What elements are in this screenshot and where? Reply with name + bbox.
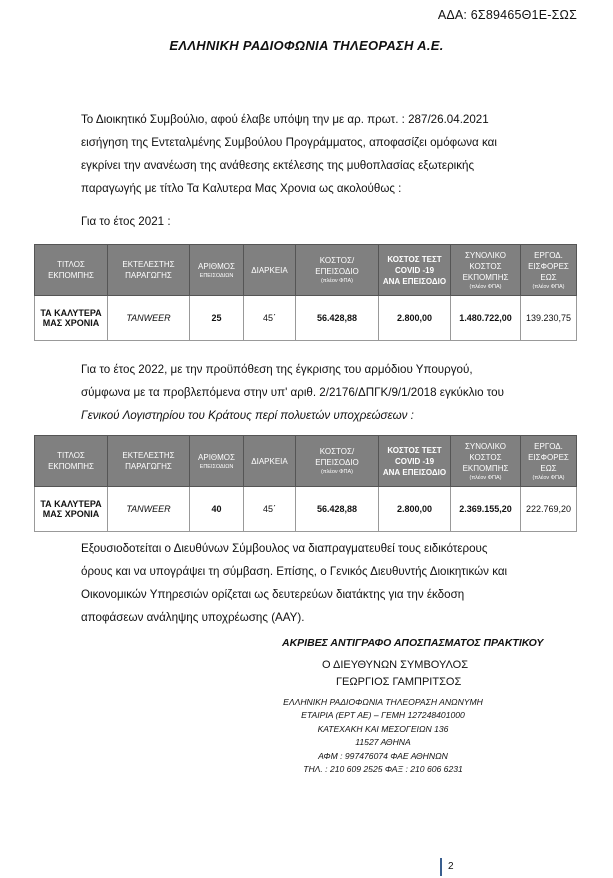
cell-contrib: 222.769,20: [521, 487, 577, 532]
cell-title: ΤΑ ΚΑΛΥΤΕΡΑ ΜΑΣ ΧΡΟΝΙΑ: [35, 487, 108, 532]
cell-total: 2.369.155,20: [451, 487, 521, 532]
cell-covid: 2.800,00: [379, 487, 451, 532]
table-row: [35, 487, 577, 532]
header-episodes: ΑΡΙΘΜΟΣ ΕΠΕΙΣΟΔΙΩΝ: [190, 436, 244, 487]
stamp-line: ΕΛΛΗΝΙΚΗ ΡΑΔΙΟΦΩΝΙΑ ΤΗΛΕΟΡΑΣΗ ΑΝΩΝΥΜΗ: [283, 697, 483, 707]
signatory-role: Ο ΔΙΕΥΘΥΝΩΝ ΣΥΜΒΟΥΛΟΣ: [322, 659, 469, 671]
signatory-name: ΓΕΩΡΓΙΟΣ ΓΑΜΠΡΙΤΣΟΣ: [336, 676, 462, 688]
table-header-row: [35, 436, 577, 487]
closing-line: όρους και να υπογράψει τη σύμβαση. Επίσης, ο Γενικός Διευθυντής Διοικητικών και: [81, 565, 508, 578]
paragraph-2022: [81, 358, 549, 427]
closing-paragraph: [81, 537, 549, 629]
stamp-line: ΚΑΤΕΧΑΚΗ ΚΑΙ ΜΕΣΟΓΕΙΩΝ 136: [317, 723, 449, 734]
closing-line: Οικονομικών Υπηρεσιών ορίζεται ως δευτερεύων διατάκτης για την έκδοση: [81, 588, 465, 601]
header-duration: ΔΙΑΡΚΕΙΑ: [244, 245, 296, 296]
intro-line: Το Διοικητικό Συμβούλιο, αφού έλαβε υπόψη την με αρ. πρωτ. : 287/26.04.2021: [81, 113, 489, 126]
header-cost-episode: ΚΟΣΤΟΣ/ ΕΠΕΙΣΟΔΙΟ (πλέον ΦΠΑ): [296, 436, 379, 487]
cell-covid: 2.800,00: [379, 296, 451, 341]
table-2022: [34, 435, 577, 532]
cell-producer: TANWEER: [108, 296, 190, 341]
year-2021-label: Για το έτος 2021 :: [81, 215, 171, 228]
intro-paragraph: [81, 108, 549, 200]
cell-cost-episode: 56.428,88: [296, 296, 379, 341]
table-header-row: [35, 245, 577, 296]
cell-total: 1.480.722,00: [451, 296, 521, 341]
header-episodes: ΑΡΙΘΜΟΣ ΕΠΕΙΣΟΔΙΩΝ: [190, 245, 244, 296]
cell-title: ΤΑ ΚΑΛΥΤΕΡΑ ΜΑΣ ΧΡΟΝΙΑ: [35, 296, 108, 341]
page-number: 2: [440, 858, 454, 876]
cell-producer: TANWEER: [108, 487, 190, 532]
header-duration: ΔΙΑΡΚΕΙΑ: [244, 436, 296, 487]
header-contrib: ΕΡΓΟΔ. ΕΙΣΦΟΡΕΣ ΕΩΣ (πλέον ΦΠΑ): [521, 436, 577, 487]
table-row: [35, 296, 577, 341]
closing-line: Εξουσιοδοτείται ο Διευθύνων Σύμβουλος να διαπραγματευθεί τους ειδικότερους: [81, 542, 488, 555]
header-cost-episode: ΚΟΣΤΟΣ/ ΕΠΕΙΣΟΔΙΟ (πλέον ΦΠΑ): [296, 245, 379, 296]
cell-duration: 45΄: [244, 487, 296, 532]
cell-episodes: 40: [190, 487, 244, 532]
intro-line: εγκρίνει την ανανέωση της ανάθεσης εκτέλεσης της μυθοπλασίας εξωτερικής: [81, 159, 475, 172]
header-covid: ΚΟΣΤΟΣ ΤΕΣΤ COVID -19 ΑΝΑ ΕΠΕΙΣΟΔΙΟ: [379, 436, 451, 487]
stamp-line: ΤΗΛ. : 210 609 2525 ΦΑΞ : 210 606 6231: [303, 764, 463, 775]
header-producer: ΕΚΤΕΛΕΣΤΗΣ ΠΑΡΑΓΩΓΗΣ: [108, 436, 190, 487]
table-2021: [34, 244, 577, 341]
header-contrib: ΕΡΓΟΔ. ΕΙΣΦΟΡΕΣ ΕΩΣ (πλέον ΦΠΑ): [521, 245, 577, 296]
stamp-line: ΕΤΑΙΡΙΑ (ΕΡΤ ΑΕ) – ΓΕΜΗ 127248401000: [301, 710, 465, 721]
ada-code: ΑΔΑ: 6Σ89465Θ1Ε-ΣΩΣ: [437, 8, 577, 22]
header-title: ΤΙΤΛΟΣ ΕΚΠΟΜΠΗΣ: [35, 436, 108, 487]
cell-contrib: 139.230,75: [521, 296, 577, 341]
header-title: ΤΙΤΛΟΣ ΕΚΠΟΜΠΗΣ: [35, 245, 108, 296]
cell-cost-episode: 56.428,88: [296, 487, 379, 532]
intro-line: παραγωγής με τίτλο Τα Καλυτερα Μας Χρονια ως ακολούθως :: [81, 182, 402, 195]
intro-line: εισήγηση της Εντεταλμένης Συμβούλου Προγράμματος, αποφασίζει ομόφωνα και: [81, 136, 497, 149]
closing-line: αποφάσεων ανάληψης υποχρέωσης (ΑΑΥ).: [81, 611, 305, 624]
header-covid: ΚΟΣΤΟΣ ΤΕΣΤ COVID -19 ΑΝΑ ΕΠΕΙΣΟΔΙΟ: [379, 245, 451, 296]
paragraph-2022-line: Για το έτος 2022, με την προϋπόθεση της έγκρισης του αρμόδιου Υπουργού,: [81, 363, 473, 376]
stamp-line: 11527 ΑΘΗΝΑ: [355, 737, 411, 748]
paragraph-2022-line: Γενικού Λογιστηρίου του Κράτους περί πολυετών υποχρεώσεων :: [81, 409, 414, 422]
organization-title: ΕΛΛΗΝΙΚΗ ΡΑΔΙΟΦΩΝΙΑ ΤΗΛΕΟΡΑΣΗ Α.Ε.: [169, 38, 444, 53]
cell-duration: 45΄: [244, 296, 296, 341]
company-stamp: [278, 696, 488, 776]
header-producer: ΕΚΤΕΛΕΣΤΗΣ ΠΑΡΑΓΩΓΗΣ: [108, 245, 190, 296]
certified-copy-title: ΑΚΡΙΒΕΣ ΑΝΤΙΓΡΑΦΟ ΑΠΟΣΠΑΣΜΑΤΟΣ ΠΡΑΚΤΙΚΟΥ: [282, 637, 544, 649]
stamp-line: ΑΦΜ : 997476074 ΦΑΕ ΑΘΗΝΩΝ: [318, 750, 448, 761]
cell-episodes: 25: [190, 296, 244, 341]
paragraph-2022-line: σύμφωνα με τα προβλεπόμενα στην υπ' αριθ. 2/2176/ΔΠΓΚ/9/1/2018 εγκύκλιο του: [81, 386, 504, 399]
header-total: ΣΥΝΟΛΙΚΟ ΚΟΣΤΟΣ ΕΚΠΟΜΠΗΣ (πλέον ΦΠΑ): [451, 436, 521, 487]
header-total: ΣΥΝΟΛΙΚΟ ΚΟΣΤΟΣ ΕΚΠΟΜΠΗΣ (πλέον ΦΠΑ): [451, 245, 521, 296]
